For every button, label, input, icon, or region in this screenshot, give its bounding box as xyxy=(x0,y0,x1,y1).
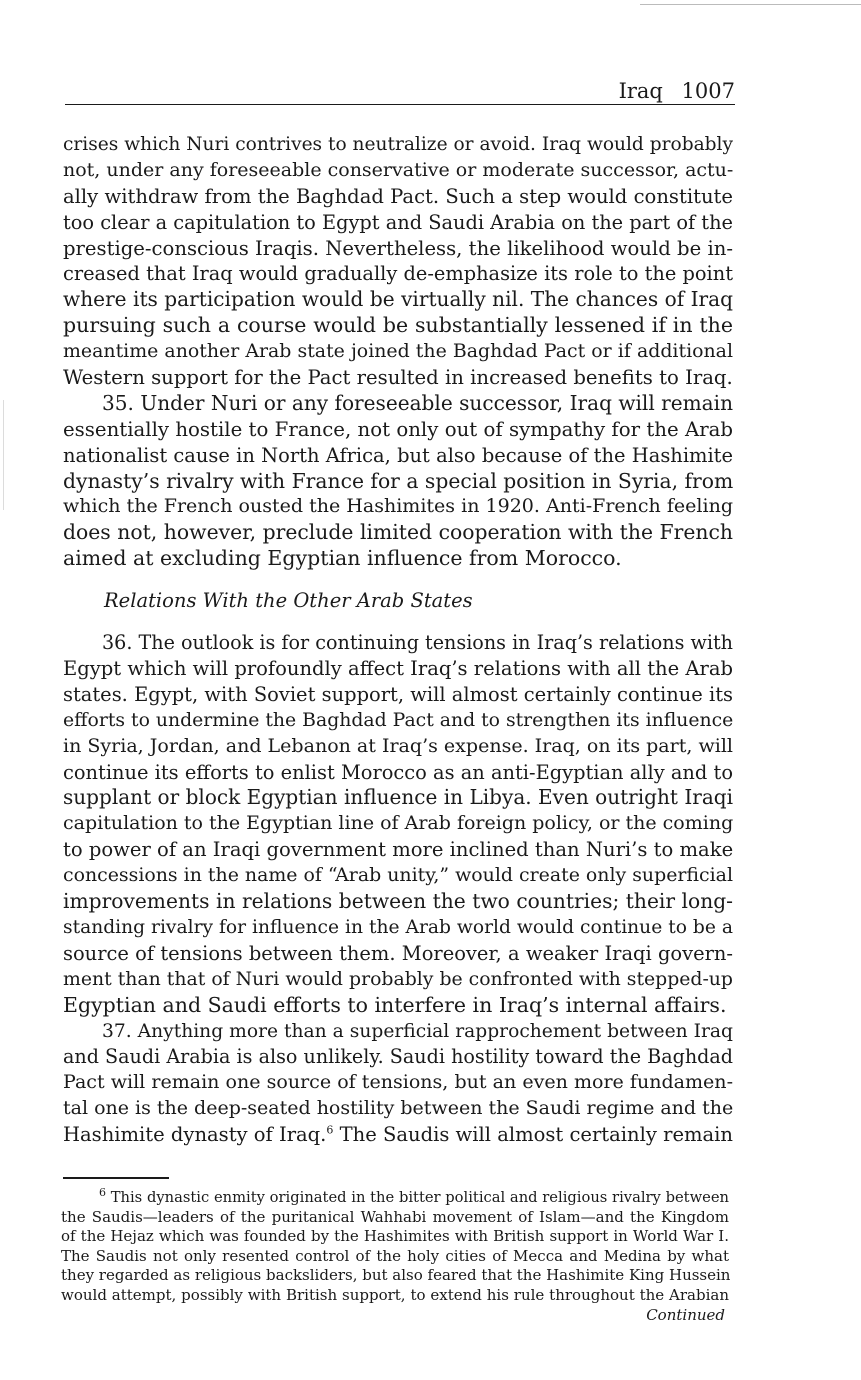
text-line: continue its efforts to enlist Morocco as an anti-Egyptian ally and to xyxy=(63,760,733,784)
text-line: concessions in the name of “Arab unity,” would create only superficial xyxy=(63,864,733,887)
footnote-reference[interactable]: 6 xyxy=(326,1123,334,1137)
text-fragment: This dynastic enmity originated in the bitter political and religious rivalry between xyxy=(106,1189,729,1206)
text-line: Egyptian and Saudi efforts to interfere in Iraq’s internal affairs. xyxy=(63,992,727,1017)
text-line: which the French ousted the Hashimites in 1920. Anti-French feeling xyxy=(63,495,733,518)
text-line: creased that Iraq would gradually de-emphasize its role to the point xyxy=(63,262,733,286)
footnote-separator xyxy=(63,1177,169,1179)
scan-edge-line xyxy=(640,4,861,5)
paragraph-36 xyxy=(63,630,733,1018)
text-line: dynasty’s rivalry with France for a special position in Syria, from xyxy=(63,468,734,493)
text-line: meantime another Arab state joined the Baghdad Pact or if additional xyxy=(63,340,733,363)
text-line: ally withdraw from the Baghdad Pact. Such a step would constitute xyxy=(63,184,733,208)
text-line: pursuing such a course would be substantially lessened if in the xyxy=(63,313,733,338)
text-line: Pact will remain one source of tensions, but an even more fundamen- xyxy=(63,1071,733,1094)
main-text xyxy=(63,132,733,1148)
paragraph-35 xyxy=(63,391,733,572)
footnote-line: the Saudis—leaders of the puritanical Wahhabi movement of Islam—and the Kingdom xyxy=(61,1207,729,1226)
text-line: efforts to undermine the Baghdad Pact and to strengthen its influence xyxy=(63,709,734,731)
footnote-line: The Saudis not only resented control of the holy cities of Mecca and Medina by what xyxy=(61,1246,729,1265)
paragraph-37 xyxy=(63,1019,733,1148)
section-subheading: Relations With the Other Arab States xyxy=(104,589,473,613)
text-line: essentially hostile to France, not only out of sympathy for the Arab xyxy=(63,417,733,441)
text-line: tal one is the deep-seated hostility between the Saudi regime and the xyxy=(63,1097,734,1120)
footnote-marker: 6 xyxy=(99,1186,106,1200)
text-line: supplant or block Egyptian influence in Libya. Even outright Iraqi xyxy=(63,785,733,810)
footnote-line: of the Hejaz which was founded by the Hashimites with British support in World War I. xyxy=(61,1227,729,1245)
text-line xyxy=(63,1122,733,1148)
footnote-line xyxy=(61,1188,729,1208)
paragraph-continued xyxy=(63,132,733,391)
text-line: improvements in relations between the two countries; their long- xyxy=(63,889,733,914)
text-line: prestige-conscious Iraqis. Nevertheless, the likelihood would be in- xyxy=(63,236,733,260)
text-line: to power of an Iraqi government more inclined than Nuri’s to make xyxy=(63,838,734,862)
continued-label: Continued xyxy=(646,1306,725,1324)
page-number: 1007 xyxy=(681,79,735,103)
text-line: Egypt which will profoundly affect Iraq’s relations with all the Arab xyxy=(63,657,733,681)
scan-margin-mark xyxy=(3,400,4,510)
text-line: 37. Anything more than a superficial rapprochement between Iraq xyxy=(102,1020,733,1042)
text-line: source of tensions between them. Moreover, a weaker Iraqi govern- xyxy=(63,941,733,965)
text-line: aimed at excluding Egyptian influence from Morocco. xyxy=(63,546,622,571)
text-line: ment than that of Nuri would probably be confronted with stepped-up xyxy=(63,968,733,990)
text-line: nationalist cause in North Africa, but also because of the Hashimite xyxy=(63,443,733,467)
text-line: states. Egypt, with Soviet support, will almost certainly continue its xyxy=(63,682,733,706)
page-header xyxy=(65,78,735,105)
text-line: 36. The outlook is for continuing tensions in Iraq’s relations with xyxy=(102,631,733,655)
text-fragment: Hashimite dynasty of Iraq. xyxy=(63,1123,327,1147)
text-fragment: The Saudis will almost certainly remain xyxy=(333,1123,733,1147)
running-head xyxy=(619,78,735,104)
text-line: crises which Nuri contrives to neutralize or avoid. Iraq would probably xyxy=(63,134,733,155)
footnote-line: would attempt, possibly with British support, to extend his rule throughout the Arabian xyxy=(61,1285,729,1304)
text-line: capitulation to the Egyptian line of Arab foreign policy, or the coming xyxy=(63,812,734,835)
text-line: Western support for the Pact resulted in increased benefits to Iraq. xyxy=(63,366,733,390)
text-line: and Saudi Arabia is also unlikely. Saudi hostility toward the Baghdad xyxy=(63,1045,733,1069)
text-line: where its participation would be virtually nil. The chances of Iraq xyxy=(63,287,733,312)
text-line: does not, however, preclude limited cooperation with the French xyxy=(63,520,733,545)
text-line: 35. Under Nuri or any foreseeable successor, Iraq will remain xyxy=(102,390,733,415)
text-line: not, under any foreseeable conservative or moderate successor, actu- xyxy=(63,158,734,181)
footnote-6 xyxy=(61,1188,729,1325)
text-line: too clear a capitulation to Egypt and Saudi Arabia on the part of the xyxy=(63,210,733,234)
running-title: Iraq xyxy=(618,79,663,103)
footnote-line: they regarded as religious backsliders, but also feared that the Hashimite King Hussein xyxy=(61,1266,731,1284)
text-line: in Syria, Jordan, and Lebanon at Iraq’s expense. Iraq, on its part, will xyxy=(63,734,733,757)
text-line: standing rivalry for influence in the Arab world would continue to be a xyxy=(63,916,733,938)
